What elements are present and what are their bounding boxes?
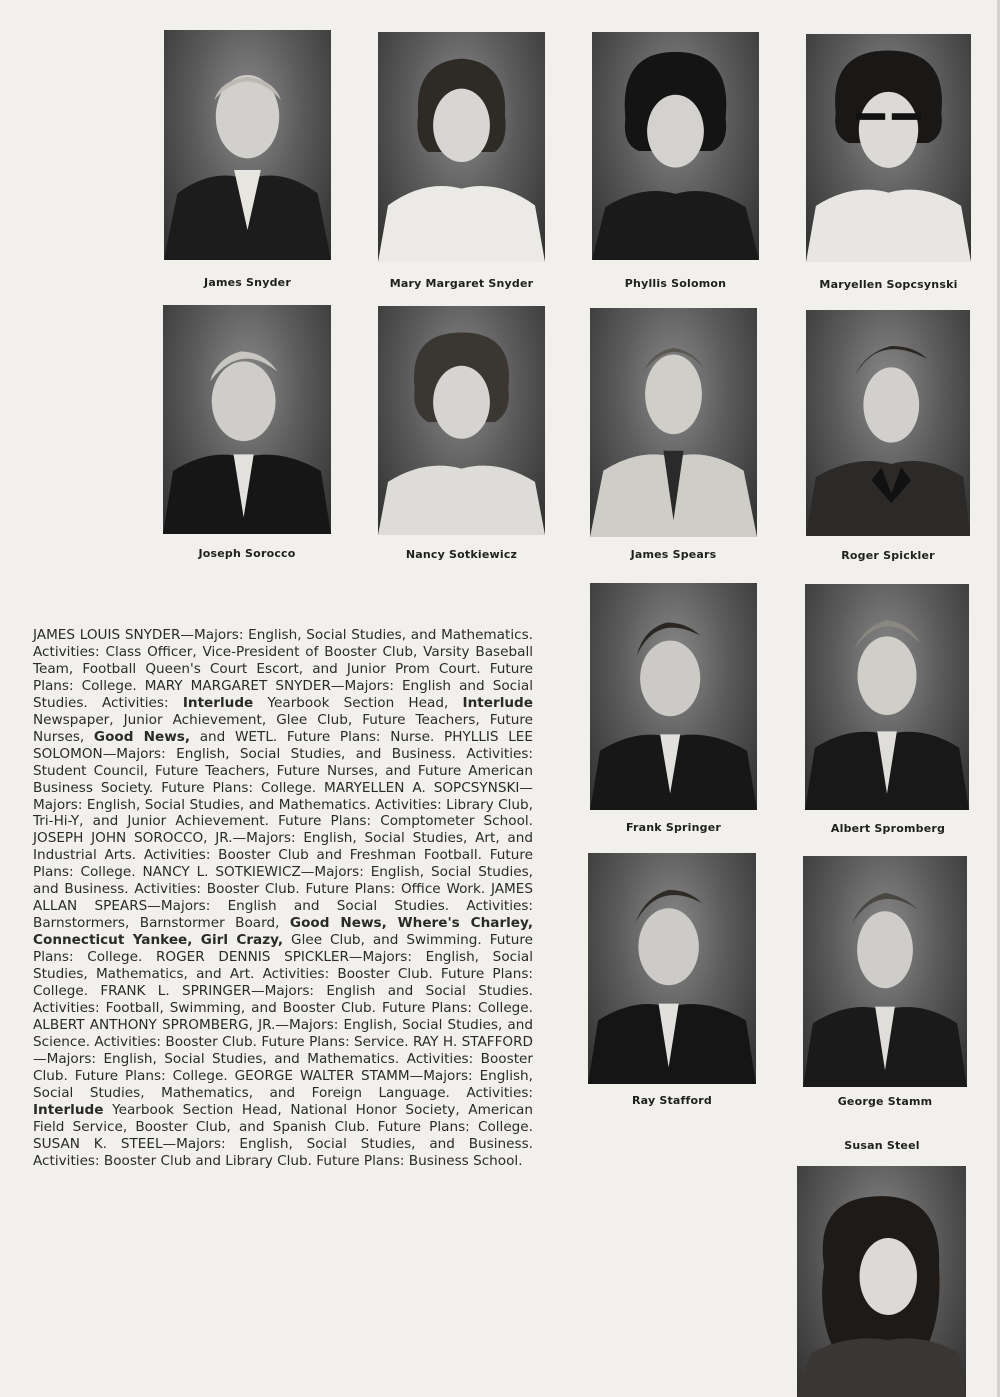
- student-name: George Stamm: [837, 1095, 933, 1108]
- portrait-photo: [806, 34, 971, 262]
- bio-text: Yearbook Section Head, National Honor Society, American Field Service, Booster Club, and Spanish Club. Future Plans: College. SUSAN K. STEEL—Majors: English, Social Studies, and Business. Activities: Booster Club and Library Club. Future Plans: Business School.: [33, 1101, 533, 1169]
- student-name: Mary Margaret Snyder: [389, 277, 534, 290]
- portrait-photo: [163, 305, 331, 534]
- portrait-photo: [592, 32, 759, 260]
- student-name: Nancy Sotkiewicz: [405, 548, 518, 561]
- portrait-photo: [806, 310, 970, 536]
- student-name: Albert Spromberg: [830, 822, 946, 835]
- student-name: Susan Steel: [844, 1139, 920, 1152]
- bio-bold-title: Interlude: [462, 694, 533, 711]
- portrait-photo: [590, 308, 757, 537]
- bio-text: Yearbook Section Head,: [253, 694, 463, 711]
- student-name: James Snyder: [204, 276, 291, 289]
- portrait-photo: [164, 30, 331, 260]
- bio-text: and WETL. Future Plans: Nurse. PHYLLIS LEE SOLOMON—Majors: English, Social Studies, and Business. Activities: Student Council, Future Teachers, Future Nurses, and Future American Business Society. Future Plans: College. MARYELLEN A. SOPCSYNSKI—Majors: English, Social Studies, and Mathematics. Activities: Library Club, Tri-Hi-Y, and Junior Achievement. Future Plans: Comptometer School. JOSEPH JOHN SOROCCO, JR.—Majors: English, Social Studies, Art, and Industrial Arts. Activities: Booster Club and Freshman Football. Future Plans: College. NANCY L. SOTKIEWICZ—Majors: English, Social Studies, and Business. Activities: Booster Club. Future Plans: Office Work. JAMES ALLAN SPEARS—Majors: English and Social Studies. Activities: Barnstormers, Barnstormer Board,: [33, 728, 533, 932]
- portrait-photo: [590, 583, 757, 810]
- student-name: James Spears: [630, 548, 717, 561]
- bio-text: Newspaper, Junior Achievement, Glee Club, Future Teachers, Future Nurses,: [33, 711, 533, 745]
- portrait-photo: [805, 584, 969, 810]
- biography-text: [33, 627, 533, 1170]
- portrait-photo: [803, 856, 967, 1087]
- bio-text: JAMES LOUIS SNYDER—Majors: English, Social Studies, and Mathematics. Activities: Class Officer, Vice-President of Booster Club, Varsity Baseball Team, Football Queen's Court Escort, and Junior Prom Court. Future Plans: College. MARY MARGARET SNYDER—Majors: English and Social Studies. Activities:: [33, 627, 533, 711]
- bio-bold-title: Good News,: [93, 728, 191, 745]
- student-name: Phyllis Solomon: [624, 277, 727, 290]
- student-name: Joseph Sorocco: [198, 547, 296, 560]
- student-name: Roger Spickler: [841, 549, 935, 562]
- student-name: Maryellen Sopcsynski: [819, 278, 958, 291]
- portrait-photo: [378, 32, 545, 262]
- student-name: Ray Stafford: [632, 1094, 712, 1107]
- bio-text: Glee Club, and Swimming. Future Plans: College. ROGER DENNIS SPICKLER—Majors: English, Social Studies, Mathematics, and Art. Activities: Booster Club. Future Plans: College. FRANK L. SPRINGER—Majors: English and Social Studies. Activities: Football, Swimming, and Booster Club. Future Plans: College. ALBERT ANTHONY SPROMBERG, JR.—Majors: English, Social Studies, and Science. Activities: Booster Club. Future Plans: Service. RAY H. STAFFORD—Majors: English, Social Studies, and Mathematics. Activities: Booster Club. Future Plans: College. GEORGE WALTER STAMM—Majors: English, Social Studies, Mathematics, and Foreign Language. Activities:: [33, 932, 533, 1101]
- bio-bold-title: Interlude: [33, 1101, 104, 1118]
- portrait-photo: [797, 1166, 966, 1397]
- student-name: Frank Springer: [625, 821, 722, 834]
- portrait-photo: [588, 853, 756, 1084]
- bio-bold-title: Good News, Where's Charley, Connecticut Yankee, Girl Crazy,: [33, 915, 533, 949]
- portrait-photo: [378, 306, 545, 535]
- bio-bold-title: Interlude: [182, 694, 254, 711]
